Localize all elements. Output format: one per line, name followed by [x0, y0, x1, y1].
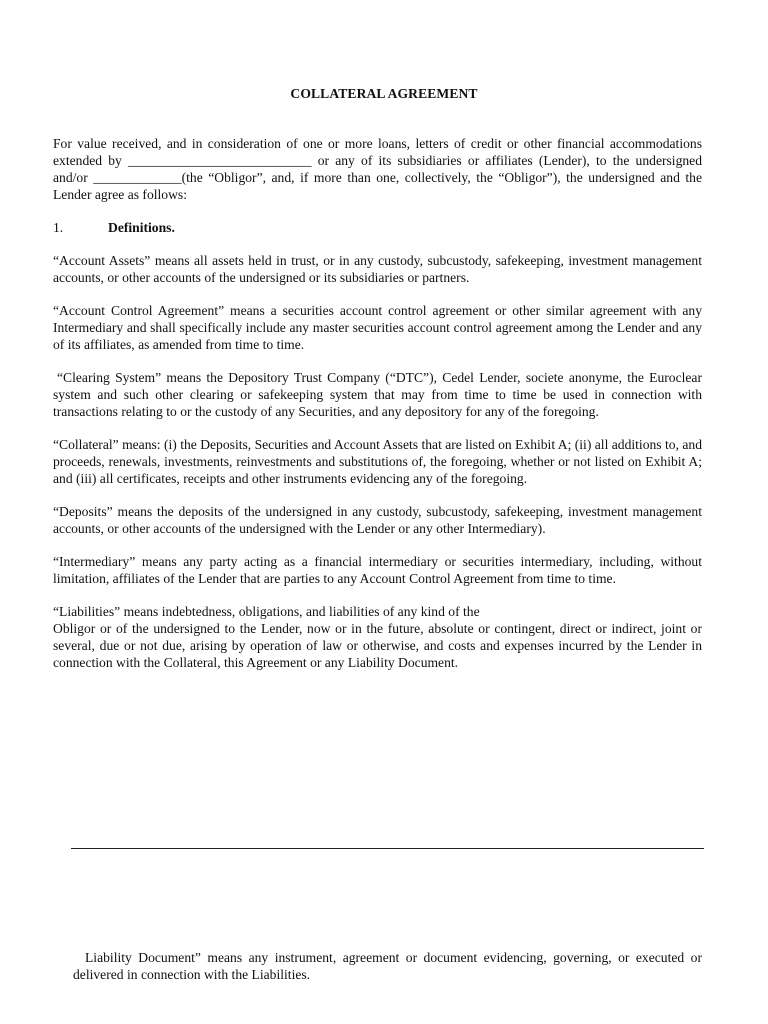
definition-intermediary: “Intermediary” means any party acting as a financial intermediary or securities intermediary, including, without limitation, affiliates of the Lender that are parties to any Account Control Agreement from time to time.	[53, 554, 702, 586]
document-body	[53, 135, 702, 687]
definition-liability-document: Liability Document” means any instrument, agreement or document evidencing, governing, or executed or delivered in connection with the Liabilities.	[73, 949, 702, 982]
liabilities-continuation: Obligor or of the undersigned to the Lender, now or in the future, absolute or contingent, direct or indirect, joint or several, due or not due, arising by operation of law or otherwise, and costs and expenses incurred by the Lender in connection with the Collateral, this Agreement or any Liability Document.	[53, 621, 702, 670]
liabilities-first-line: “Liabilities” means indebtedness, obligations, and liabilities of any kind of the	[53, 604, 480, 619]
footnote-divider	[71, 848, 704, 849]
definition-collateral: “Collateral” means: (i) the Deposits, Securities and Account Assets that are listed on Exhibit A; (ii) all additions to, and proceeds, renewals, investments, reinvestments and substitutions of, the foregoing, whether or not listed on Exhibit A; and (iii) all certificates, receipts and other instruments evidencing any of the foregoing.	[53, 437, 702, 486]
section-heading	[53, 219, 702, 236]
section-number: 1.	[53, 220, 64, 235]
document-title: COLLATERAL AGREEMENT	[290, 86, 478, 101]
definition-account-control-agreement: “Account Control Agreement” means a securities account control agreement or other similar agreement with any Intermediary and shall specifically include any master securities account control agreement among the Lender and any of its affiliates, as amended from time to time.	[53, 303, 702, 352]
definition-deposits: “Deposits” means the deposits of the undersigned in any custody, subcustody, safekeeping, investment management accounts, or other accounts of the undersigned with the Lender or any other Intermediary).	[53, 504, 702, 536]
definition-clearing-system: “Clearing System” means the Depository Trust Company (“DTC”), Cedel Lender, societe anonyme, the Euroclear system and such other clearing or safekeeping system that may from time to time be used in connection with transactions relating to or the custody of any Securities, and any depository for any of the foregoing.	[53, 370, 702, 419]
intro-paragraph: For value received, and in consideration of one or more loans, letters of credit or other financial accommodations extended by ___________________________ or any of its subsidiaries or affiliates (Lender), to the undersigned and/or _____________(the “Obligor”, and, if more than one, collectively, the “Obligor”), the undersigned and the Lender agree as follows:	[53, 136, 702, 202]
definition-liabilities	[53, 603, 702, 671]
definition-account-assets: “Account Assets” means all assets held in trust, or in any custody, subcustody, safekeeping, investment management accounts, or other accounts of the undersigned or its subsidiaries or partners.	[53, 253, 702, 285]
section-title: Definitions.	[108, 220, 175, 235]
